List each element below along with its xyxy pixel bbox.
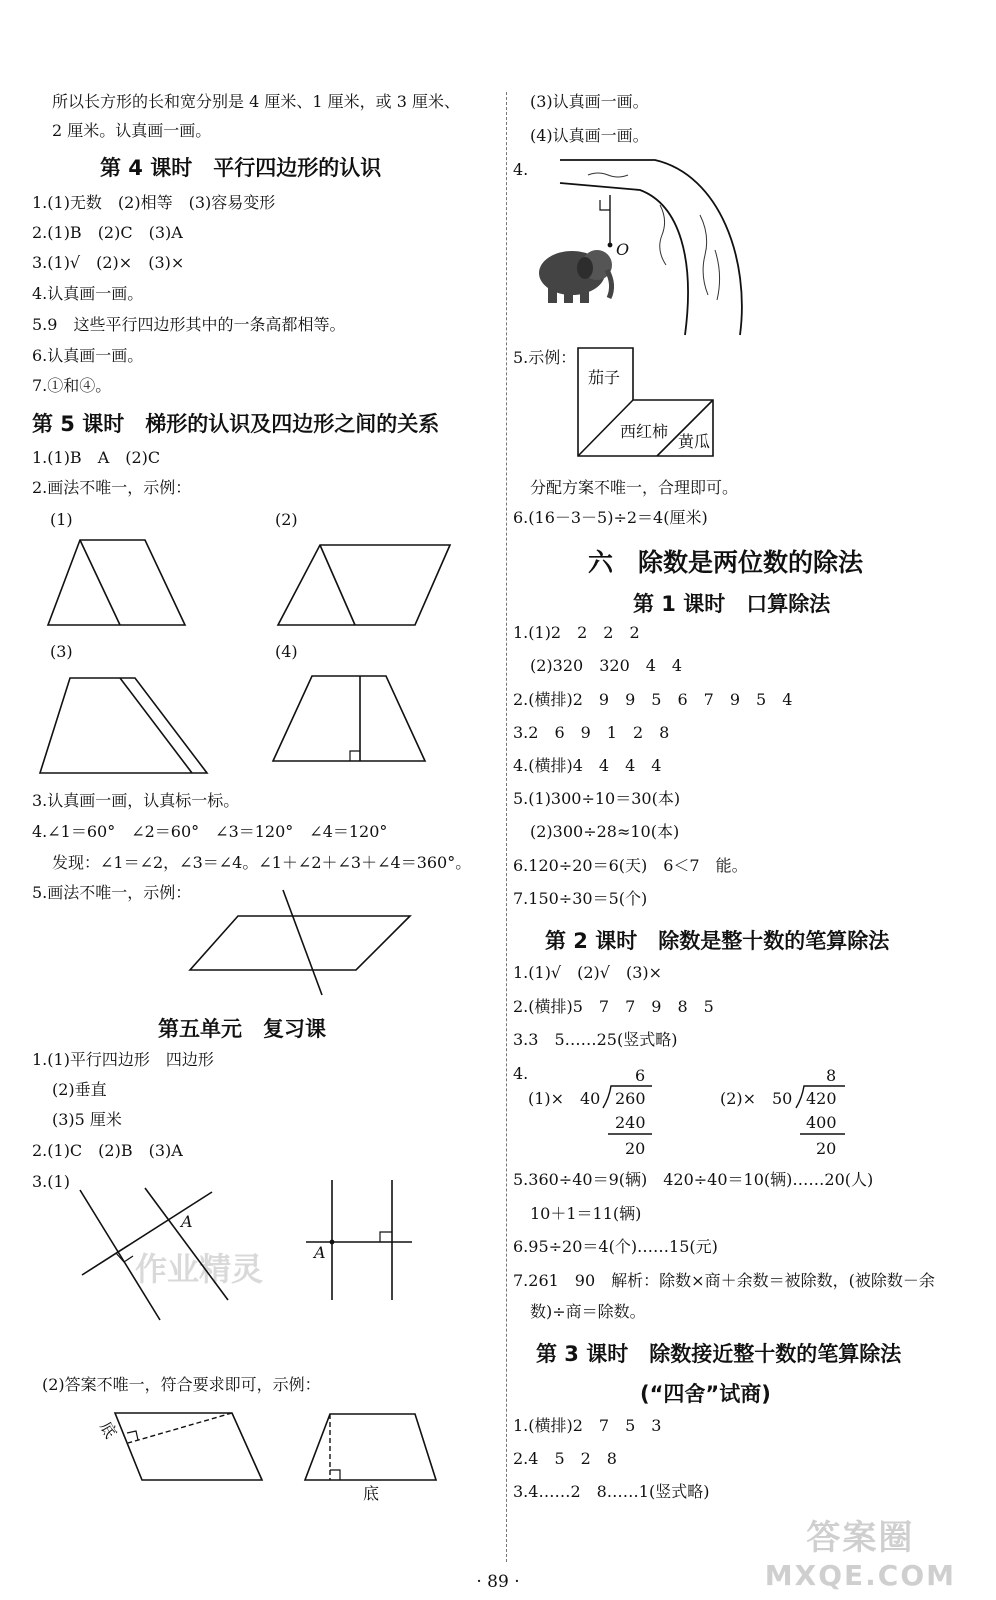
unit-6-heading: 六 除数是两位数的除法 — [588, 548, 864, 577]
div2-remainder: 20 — [816, 1139, 837, 1158]
t-q6: 6.95÷20＝4(个)……15(元) — [513, 1237, 718, 1256]
u-q2: 2.4 5 2 8 — [513, 1449, 617, 1468]
u6-lesson-3-heading: 第 3 课时 除数接近整十数的笔算除法 — [536, 1342, 902, 1366]
page-number: · 89 · — [476, 1572, 520, 1592]
r-a3: (3)认真画一画。 — [530, 92, 649, 111]
t-q5-2: 10＋1＝11(辆) — [530, 1204, 642, 1223]
s-q4: 4.(横排)4 4 4 4 — [513, 756, 662, 775]
l4-q4: 4.认真画一画。 — [32, 284, 144, 303]
watermark-url: MXQE.COM — [764, 1559, 956, 1592]
s-q2: 2.(横排)2 9 9 5 6 7 9 5 4 — [513, 690, 793, 709]
fig-label-1: (1) — [50, 510, 73, 529]
rev-q2: 2.(1)C (2)B (3)A — [32, 1141, 183, 1160]
base-label-1: 底 — [96, 1418, 121, 1442]
veg-label-eggplant: 茄子 — [588, 368, 621, 387]
fig-label-2: (2) — [275, 510, 298, 529]
l4-q3: 3.(1)√ (2)× (3)× — [32, 253, 185, 272]
div1-dividend: 260 — [615, 1089, 646, 1108]
intro-line-2: 2 厘米。认真画一画。 — [52, 121, 212, 140]
rev-q3-2: (2)答案不唯一，符合要求即可，示例： — [42, 1375, 321, 1394]
u6-lesson-1-heading: 第 1 课时 口算除法 — [633, 592, 831, 616]
div1-quotient: 6 — [635, 1066, 646, 1085]
l5-q5: 5.画法不唯一，示例： — [32, 883, 192, 902]
veg-label-cucumber: 黄瓜 — [678, 432, 711, 451]
point-o-label: O — [616, 240, 630, 259]
u-q3: 3.4……2 8……1(竖式略) — [513, 1482, 710, 1501]
s-q1-2: (2)320 320 4 4 — [530, 656, 683, 675]
fig-label-3: (3) — [50, 642, 73, 661]
stamp-watermark: 作业精灵 — [135, 1250, 264, 1288]
lesson-4-heading: 第 4 课时 平行四边形的认识 — [100, 156, 382, 180]
l4-q1: 1.(1)无数 (2)相等 (3)容易变形 — [32, 193, 276, 212]
s-q5: 5.(1)300÷10＝30(本) — [513, 789, 681, 808]
rev-q3: 3.(1) — [32, 1172, 70, 1191]
fig-label-4: (4) — [275, 642, 298, 661]
rev-q1-2: (2)垂直 — [52, 1080, 107, 1099]
site-watermark — [765, 1510, 956, 1592]
r-q4: 4. — [513, 160, 529, 179]
s-q5-2: (2)300÷28≈10(本) — [530, 822, 680, 841]
l4-q7: 7.①和④。 — [32, 376, 112, 395]
rev-q1: 1.(1)平行四边形 四边形 — [32, 1050, 214, 1069]
t-q2: 2.(横排)5 7 7 9 8 5 — [513, 997, 714, 1016]
watermark-logo-text: 答案圈 — [806, 1518, 915, 1558]
l4-q2: 2.(1)B (2)C (3)A — [32, 223, 183, 242]
point-a-label-1: A — [181, 1212, 193, 1231]
t-q1: 1.(1)√ (2)√ (3)× — [513, 963, 663, 982]
l5-q4-finding: 发现：∠1＝∠2，∠3＝∠4。∠1＋∠2＋∠3＋∠4＝360°。 — [52, 853, 472, 872]
t-q5: 5.360÷40＝9(辆) 420÷40＝10(辆)……20(人) — [513, 1170, 874, 1189]
s-q1: 1.(1)2 2 2 2 — [513, 623, 640, 642]
u6-lesson-2-heading: 第 2 课时 除数是整十数的笔算除法 — [545, 929, 890, 953]
u-q1: 1.(横排)2 7 5 3 — [513, 1416, 662, 1435]
t-q4: 4. — [513, 1064, 529, 1083]
r-a4: (4)认真画一画。 — [530, 126, 649, 145]
div1-divisor: 40 — [580, 1089, 601, 1108]
l5-q3: 3.认真画一画，认真标一标。 — [32, 791, 240, 810]
rev-q1-3: (3)5 厘米 — [52, 1110, 122, 1129]
l5-q1: 1.(1)B A (2)C — [32, 448, 161, 467]
r-q5-note: 分配方案不唯一，合理即可。 — [530, 478, 739, 497]
l5-q4: 4.∠1＝60° ∠2＝60° ∠3＝120° ∠4＝120° — [32, 822, 388, 841]
u6-lesson-3-subheading: (“四舍”试商) — [640, 1382, 771, 1406]
div2-divisor: 50 — [772, 1089, 793, 1108]
div2-product: 400 — [806, 1113, 837, 1132]
point-a-label-2: A — [314, 1243, 326, 1262]
s-q3: 3.2 6 9 1 2 8 — [513, 723, 670, 742]
review-heading: 第五单元 复习课 — [158, 1017, 326, 1041]
div2-quotient: 8 — [826, 1066, 837, 1085]
div1-remainder: 20 — [625, 1139, 646, 1158]
s-q7: 7.150÷30＝5(个) — [513, 889, 648, 908]
intro-line-1: 所以长方形的长和宽分别是 4 厘米、1 厘米，或 3 厘米、 — [52, 92, 460, 111]
div1-mark: (1)× — [528, 1089, 565, 1108]
lesson-5-heading: 第 5 课时 梯形的认识及四边形之间的关系 — [32, 412, 440, 436]
r-q6: 6.(16－3－5)÷2＝4(厘米) — [513, 508, 708, 527]
l4-q5: 5.9 这些平行四边形其中的一条高都相等。 — [32, 315, 346, 334]
r-q5: 5.示例： — [513, 348, 577, 367]
l4-q6: 6.认真画一画。 — [32, 346, 144, 365]
t-q3: 3.3 5……25(竖式略) — [513, 1030, 678, 1049]
t-q7: 7.261 90 解析：除数×商＋余数＝被除数，(被除数－余 — [513, 1271, 935, 1290]
div1-product: 240 — [615, 1113, 646, 1132]
t-q7-2: 数)÷商＝除数。 — [530, 1302, 646, 1321]
s-q6: 6.120÷20＝6(天) 6＜7 能。 — [513, 856, 748, 875]
div2-mark: (2)× — [720, 1089, 757, 1108]
veg-label-tomato: 西红柿 — [620, 422, 669, 441]
base-label-2: 底 — [363, 1484, 380, 1503]
div2-dividend: 420 — [806, 1089, 837, 1108]
l5-q2: 2.画法不唯一，示例： — [32, 478, 192, 497]
